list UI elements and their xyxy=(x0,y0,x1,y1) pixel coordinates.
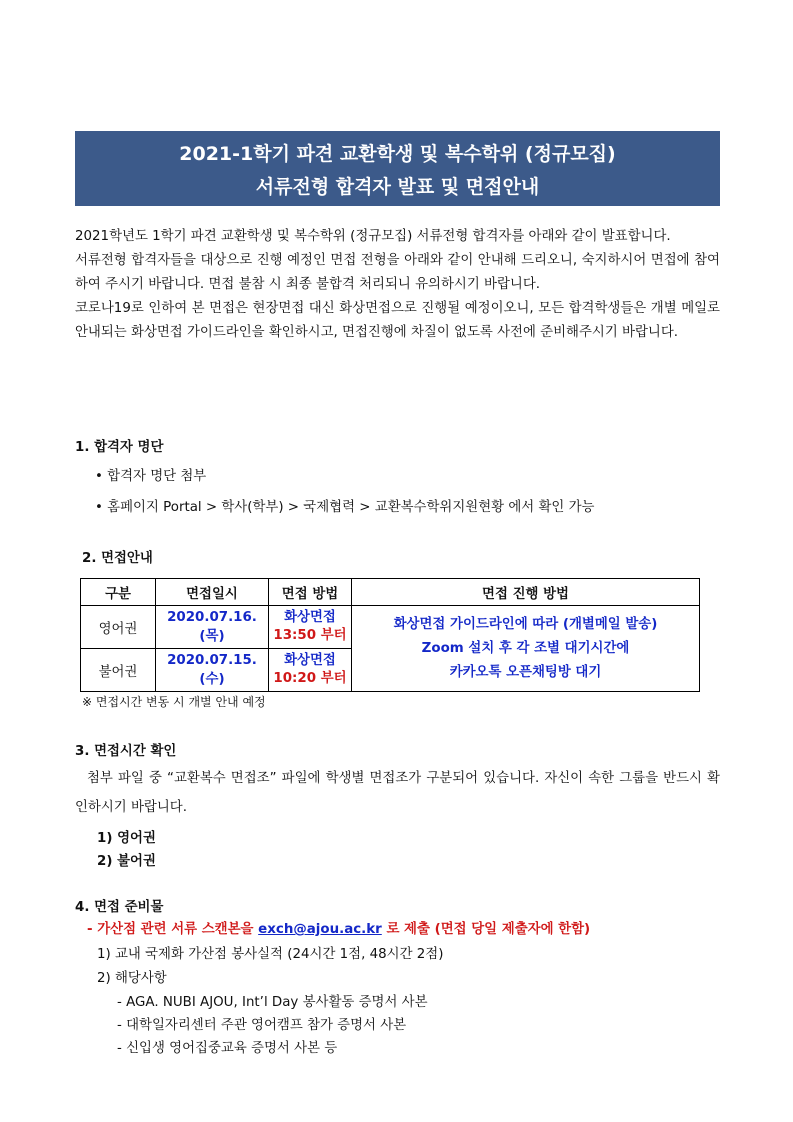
list-item: • 합격자 명단 첨부 xyxy=(95,469,207,484)
method-label: 화상면접 xyxy=(284,610,336,625)
email-link[interactable]: exch@ajou.ac.kr xyxy=(258,922,382,937)
method-cell xyxy=(269,649,352,692)
table-header: 구분 xyxy=(81,579,156,606)
process-line: 화상면접 가이드라인에 따라 (개별메일 발송) xyxy=(393,616,658,632)
section-4-heading: 4. 면접 준비물 xyxy=(75,900,164,915)
table-header: 면접 방법 xyxy=(269,579,352,606)
group-cell: 영어권 xyxy=(81,606,156,649)
date-cell: 2020.07.16.(목) xyxy=(156,606,269,649)
process-cell xyxy=(352,606,700,692)
list-item: 1) 교내 국제화 가산점 봉사실적 (24시간 1점, 48시간 2점) xyxy=(97,947,444,962)
title-line-2: 서류전형 합격자 발표 및 면접안내 xyxy=(255,176,540,198)
list-item: - AGA. NUBI AJOU, Int’l Day 봉사활동 증명서 사본 xyxy=(117,995,428,1010)
date-cell: 2020.07.15.(수) xyxy=(156,649,269,692)
intro-paragraph: 2021학년도 1학기 파견 교환학생 및 복수학위 (정규모집) 서류전형 합격자를 아래와 같이 발표합니다. xyxy=(75,229,671,244)
list-item: • 홈페이지 Portal > 학사(학부) > 국제협력 > 교환복수학위지원현황 에서 확인 가능 xyxy=(95,500,595,515)
section-3-heading: 3. 면접시간 확인 xyxy=(75,744,177,759)
process-line: Zoom 설치 후 각 조별 대기시간에 xyxy=(421,640,630,656)
table-note: ※ 면접시간 변동 시 개별 안내 예정 xyxy=(82,695,266,709)
list-item: 2) 해당사항 xyxy=(97,971,167,986)
title-line-1: 2021-1학기 파견 교환학생 및 복수학위 (정규모집) xyxy=(179,143,616,165)
intro-paragraph: 코로나19로 인하여 본 면접은 현장면접 대신 화상면접으로 진행될 예정이오니, 모든 합격학생들은 개별 메일로 안내되는 화상면접 가이드라인을 확인하시고, 면접진행에 차질이 없도록 사전에 준비해주시기 바랍니다. xyxy=(75,301,720,340)
list-item: - 신입생 영어집중교육 증명서 사본 등 xyxy=(117,1041,338,1056)
section-3-text: 첨부 파일 중 “교환복수 면접조” 파일에 학생별 면접조가 구분되어 있습니다. 자신이 속한 그룹을 반드시 확인하시기 바랍니다. xyxy=(75,771,720,815)
interview-table xyxy=(80,578,700,692)
submit-prefix: - 가산점 관련 서류 스캔본을 xyxy=(87,922,254,937)
method-cell xyxy=(269,606,352,649)
title-banner xyxy=(75,131,720,206)
list-item: 1) 영어권 xyxy=(97,831,156,846)
list-item: 2) 불어권 xyxy=(97,854,156,869)
list-item: - 대학일자리센터 주관 영어캠프 참가 증명서 사본 xyxy=(117,1018,407,1033)
method-label: 화상면접 xyxy=(284,653,336,668)
section-1-heading: 1. 합격자 명단 xyxy=(75,440,164,455)
table-header: 면접 진행 방법 xyxy=(352,579,700,606)
time-label: 13:50 부터 xyxy=(273,628,347,643)
submit-suffix: 로 제출 (면접 당일 제출자에 한함) xyxy=(386,922,591,937)
submit-instruction xyxy=(87,918,590,937)
table-row xyxy=(81,606,700,649)
process-line: 카카오톡 오픈채팅방 대기 xyxy=(449,664,602,680)
intro-text xyxy=(75,225,720,345)
intro-paragraph: 서류전형 합격자들을 대상으로 진행 예정인 면접 전형을 아래와 같이 안내해 드리오니, 숙지하시어 면접에 참여하여 주시기 바랍니다. 면접 불참 시 최종 불합격 처리되니 유의하시기 바랍니다. xyxy=(75,253,720,292)
table-header-row xyxy=(81,579,700,606)
time-label: 10:20 부터 xyxy=(273,671,347,686)
section-2-heading: 2. 면접안내 xyxy=(82,551,153,566)
group-cell: 불어권 xyxy=(81,649,156,692)
table-header: 면접일시 xyxy=(156,579,269,606)
